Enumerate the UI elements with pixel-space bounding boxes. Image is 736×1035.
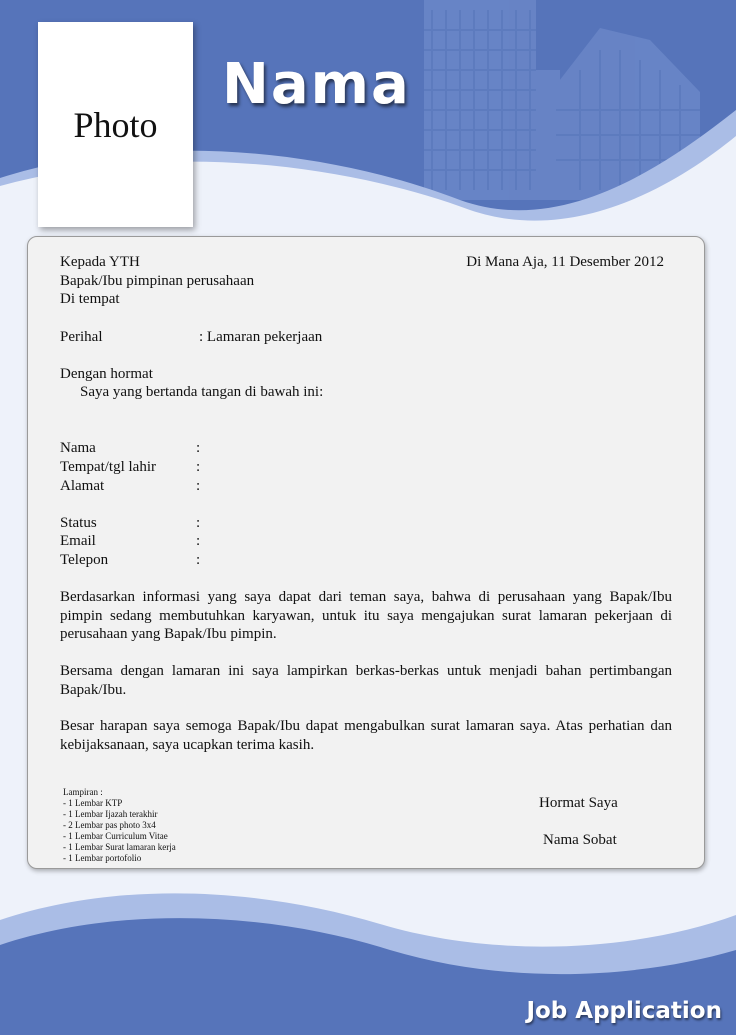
body-paragraph: Bersama dengan lamaran ini saya lampirkan berkas-berkas untuk menjadi bahan pertimbangan Bapak/Ibu.	[60, 663, 672, 698]
attachment-item: - 1 Lembar Surat lamaran kerja	[63, 842, 176, 852]
greeting: Dengan hormat	[60, 366, 153, 382]
field-value: :	[196, 552, 201, 568]
field-label: Status	[60, 515, 97, 531]
field-label: Tempat/tgl lahir	[60, 459, 157, 475]
recipient-line: Bapak/Ibu pimpinan perusahaan	[60, 273, 255, 289]
field-label: Email	[60, 533, 96, 549]
field-label: Telepon	[60, 552, 109, 568]
attachments-list	[63, 787, 176, 864]
recipient-line: Kepada YTH	[60, 254, 140, 270]
recipient-line: Di tempat	[60, 291, 120, 307]
name-title: Nama	[222, 52, 411, 117]
field-value: :	[196, 459, 201, 475]
attachment-item: - 1 Lembar KTP	[63, 798, 123, 808]
attachment-item: - 1 Lembar portofolio	[63, 853, 142, 863]
letter-card	[27, 236, 705, 869]
field-value: :	[196, 515, 201, 531]
photo-placeholder	[38, 22, 193, 227]
signer-name: Nama Sobat	[543, 832, 617, 848]
body-paragraph: Berdasarkan informasi yang saya dapat dari teman saya, bahwa di perusahaan yang Bapak/Ibu pimpin sedang membutuhkan karyawan, untuk itu saya mengajukan surat lamaran pekerjaan di perusahaan yang Bapak/Ibu pimpin.	[60, 589, 672, 643]
field-value: :	[196, 440, 201, 456]
field-value: :	[196, 478, 201, 494]
field-label: Alamat	[60, 478, 105, 494]
subject-value: : Lamaran pekerjaan	[199, 329, 323, 345]
date-place: Di Mana Aja, 11 Desember 2012	[466, 254, 664, 270]
footer-title: Job Application	[526, 998, 722, 1024]
intro-text: Saya yang bertanda tangan di bawah ini:	[80, 384, 324, 400]
attachment-item: - 2 Lembar pas photo 3x4	[63, 820, 156, 830]
body-paragraph: Besar harapan saya semoga Bapak/Ibu dapat mengabulkan surat lamaran saya. Atas perhatian dan kebijaksanaan, saya ucapkan terima kasih.	[60, 718, 672, 753]
closing-text: Hormat Saya	[539, 795, 618, 811]
field-label: Nama	[60, 440, 96, 456]
attachments-title: Lampiran :	[63, 787, 103, 797]
attachment-item: - 1 Lembar Ijazah terakhir	[63, 809, 158, 819]
attachment-item: - 1 Lembar Curriculum Vitae	[63, 831, 168, 841]
photo-label: Photo	[73, 104, 158, 145]
subject-label: Perihal	[60, 329, 103, 345]
field-value: :	[196, 533, 201, 549]
